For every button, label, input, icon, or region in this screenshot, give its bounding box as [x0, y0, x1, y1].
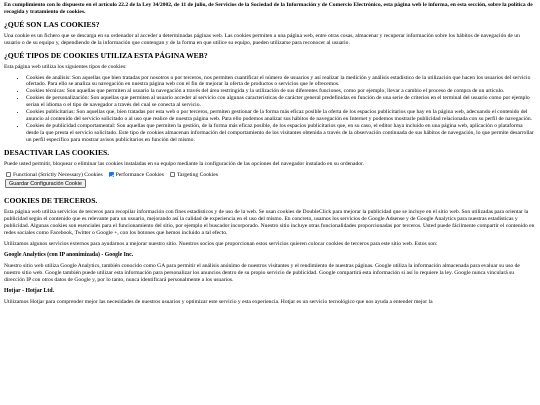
cookie-type-behavioral: • Cookies de publicidad comportamental: Son aquellas que permiten la gestión, de la forma más eficaz posible, de los espacios publicitarios que, en su caso, el editor haya incluido en una página web, aplicación o plataforma desde la que presta el servicio solicitado. Este tipo de cookies almacenan información del comportamiento de los visitantes obtenida a través de la observación continuada de sus hábitos de navegación, lo que permite desarrollar un perfil específico para mostrar avisos publicitarios en función del mismo.	[26, 123, 536, 144]
cookie-type-analysis: • Cookies de análisis: Son aquellas que bien tratadas por nosotros o por terceros, nos permiten cuantificar el número de usuarios y así realizar la medición y análisis estadístico de la utilización que hacen los usuarios del servicio ofertado. Para ello se analiza su navegación en nuestra página web con el fin de mejorar la oferta de productos o servicios que le ofrecemos.	[26, 75, 536, 89]
third-party-text-1: Esta página web utiliza servicios de terceros para recopilar información con fines estadísticos y de uso de la web. Se usan cookies de DoubleClick para mejorar la publicidad que se incluye en el sitio web. Son utilizadas para orientar la publicidad según el contenido que es relevante para un usuario, mejorando así la calidad de experiencia en el uso del mismo. En concreto, usamos los servicios de Google Adsense y de Google Analytics para nuestras estadísticas y publicidad. Algunas cookies son esenciales para el funcionamiento del sitio, por ejemplo el buscador incorporado. Nuestro sitio incluye otras funcionalidades proporcionadas por terceros. Usted puede fácilmente compartir el contenido en redes sociales como Facebook, Twitter o Google +, con los botones que hemos incluido a tal efecto.	[4, 209, 535, 237]
targeting-cookies-checkbox[interactable]	[170, 172, 175, 177]
cookie-type-advertising: • Cookies publicitarias: Son aquellas que, bien tratadas por esta web o por terceros, permiten gestionar de la forma más eficaz posible la oferta de los espacios publicitarios que hay en la página web, adecuando el contenido del anuncio al contenido del servicio solicitado o al uso que realice de nuestra página web. Para ello podemos analizar sus hábitos de navegación en Internet y podemos mostrarle publicidad relacionada con su perfil de navegación.	[26, 109, 536, 123]
what-are-cookies-text: Una cookie es un fichero que se descarga en su ordenador al acceder a determinadas páginas web. Las cookies permiten a una página web, entre otras cosas, almacenar y recuperar información sobre los hábitos de navegación de un usuario o de su equipo y, dependiendo de la información que contengan y de la forma en que utilice su equipo, pueden utilizarse para reconocer al usuario.	[4, 32, 520, 46]
cookie-type-personalization: • Cookies de personalización: Son aquellas que permiten al usuario acceder al servicio con algunas características de carácter general predefinidas en función de una serie de criterios en el terminal del usuario como por ejemplo serian el idioma o el tipo de navegador a través del cual se conecta al servicio.	[26, 95, 536, 109]
performance-cookies-checkbox[interactable]	[109, 172, 114, 177]
targeting-cookies-label[interactable]: Targeting Cookies	[176, 171, 218, 178]
cookie-types-intro: Esta página web utiliza los siguientes tipos de cookies:	[4, 63, 127, 70]
heading-third-party-cookies: COOKIES DE TERCEROS.	[4, 196, 98, 206]
intro-text: En cumplimiento con lo dispuesto en el artículo 22.2 de la Ley 34/2002, de 11 de julio, de Servicios de la Sociedad de la Información y de Comercio Electrónico, esta página web le informa, en esta sección, sobre la política de recogida y tratamiento de cookies.	[4, 2, 533, 15]
google-analytics-heading: Google Analytics (con IP anonimizada) - Google Inc.	[4, 251, 134, 258]
cookie-type-technical: • Cookies técnicas: Son aquellas que permiten al usuario la navegación a través del área restringida y la utilización de sus diferentes funciones, como por ejemplo, llevar a cambio el proceso de compra de un artículo.	[26, 88, 536, 95]
cookie-types-list	[4, 75, 536, 144]
performance-cookies-label[interactable]: Performance Cookies	[115, 171, 164, 178]
google-analytics-text: Nuestro sitio web utiliza Google Analytics, también conocido como GA para permitir el análisis anónimo de nuestros visitantes y el rendimiento de nuestras páginas. Google utiliza la información almacenada para evaluar su uso de nuestro sitio web. Google también puede utilizar esta información para personalizar los anuncios dentro de su propio servicio de publicidad. Google compartirá esta información si así lo requiere la ley. Google nunca vinculará su dirección IP con otros datos de Google y, por lo tanto, nunca identificará personalmente a los usuarios.	[4, 262, 520, 283]
functional-cookies-checkbox[interactable]	[6, 172, 11, 177]
hotjar-heading: Hotjar - Hotjar Ltd.	[4, 287, 55, 294]
disable-cookies-text: Puede usted permitir, bloquear o eliminar las cookies instaladas en su equipo mediante la configuración de las opciones del navegador instalado en su ordenador.	[4, 160, 364, 167]
heading-cookie-types: ¿QUÉ TIPOS DE COOKIES UTILIZA ESTA PÁGINA WEB?	[4, 50, 208, 60]
heading-what-are-cookies: ¿QUÉ SON LAS COOKIES?	[4, 19, 100, 29]
hotjar-text: Utilizamos Hotjar para comprender mejor las necesidades de nuestros usuarios y optimizar este servicio y esta experiencia. Hotjar es un servicio tecnológico que nos ayuda a entender mejor la	[4, 298, 433, 305]
heading-disable-cookies: DESACTIVAR LAS COOKIES.	[4, 147, 110, 157]
functional-cookies-label[interactable]: Functional (Strictly Necessary) Cookies	[13, 171, 103, 178]
third-party-text-2: Utilizamos algunos servicios externos para ayudarnos a mejorar nuestro sitio. Nuestros socios que proporcionan estos servicios quieren colocar cookies de terceros para este sitio web. Estos son:	[4, 241, 438, 248]
save-cookie-settings-button[interactable]: Guardar Configuración Cookie	[5, 179, 86, 188]
cookie-options-row	[4, 172, 536, 179]
